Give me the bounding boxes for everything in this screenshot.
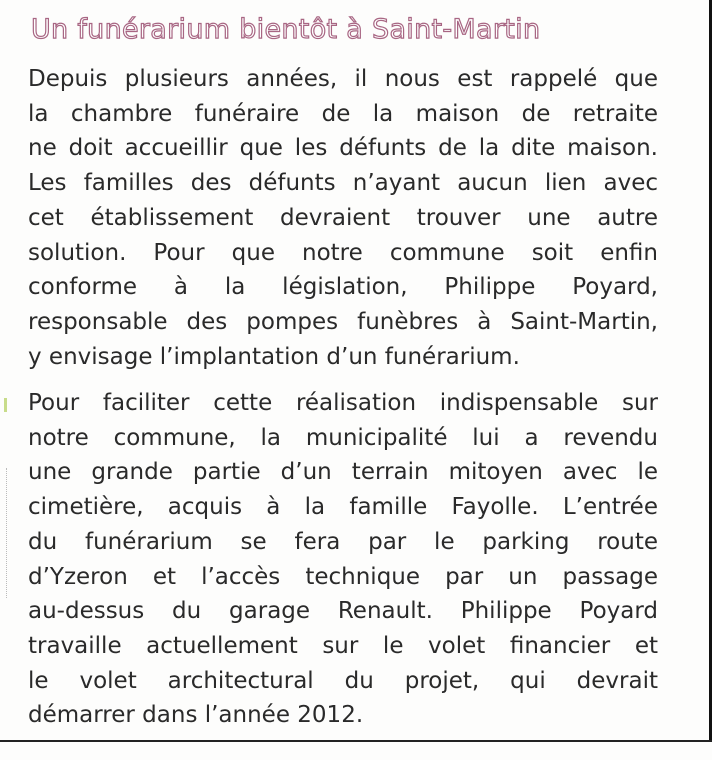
text-line: du funérarium se fera par le parking route — [28, 528, 658, 555]
text-line: Les familles des défunts n’ayant aucun lien avec — [28, 170, 658, 197]
text-line: la chambre funéraire de la maison de retraite — [28, 100, 658, 127]
margin-dots — [6, 468, 9, 598]
paragraph-2 — [28, 386, 658, 733]
text-line: notre commune, la municipalité lui a revendu — [28, 424, 658, 451]
text-line: au-dessus du garage Renault. Philippe Poyard — [28, 598, 658, 625]
text-line: démarrer dans l’année 2012. — [28, 702, 364, 729]
text-line: responsable des pompes funèbres à Saint-Martin, — [28, 308, 658, 335]
paragraph-1 — [28, 62, 658, 374]
text-line: Depuis plusieurs années, il nous est rappelé que — [28, 66, 658, 92]
text-line: une grande partie d’un terrain mitoyen avec le — [28, 459, 658, 486]
text-line: cet établissement devraient trouver une autre — [28, 204, 658, 231]
text-line: solution. Pour que notre commune soit enfin — [28, 239, 658, 266]
margin-mark — [4, 398, 7, 412]
bottom-border — [0, 740, 712, 742]
text-line: d’Yzeron et l’accès technique par un passage — [28, 563, 658, 590]
text-line: le volet architectural du projet, qui devrait — [28, 667, 658, 694]
text-line: ne doit accueillir que les défunts de la dite maison. — [28, 135, 658, 162]
text-line: y envisage l’implantation d’un funérarium. — [28, 343, 520, 370]
text-line: cimetière, acquis à la famille Fayolle. L’entrée — [28, 494, 658, 521]
text-line: Pour faciliter cette réalisation indispensable sur — [28, 390, 658, 416]
text-line: travaille actuellement sur le volet financier et — [28, 632, 658, 659]
article-title: Un funérarium bientôt à Saint-Martin — [31, 14, 541, 45]
text-line: conforme à la législation, Philippe Poyard, — [28, 274, 658, 301]
